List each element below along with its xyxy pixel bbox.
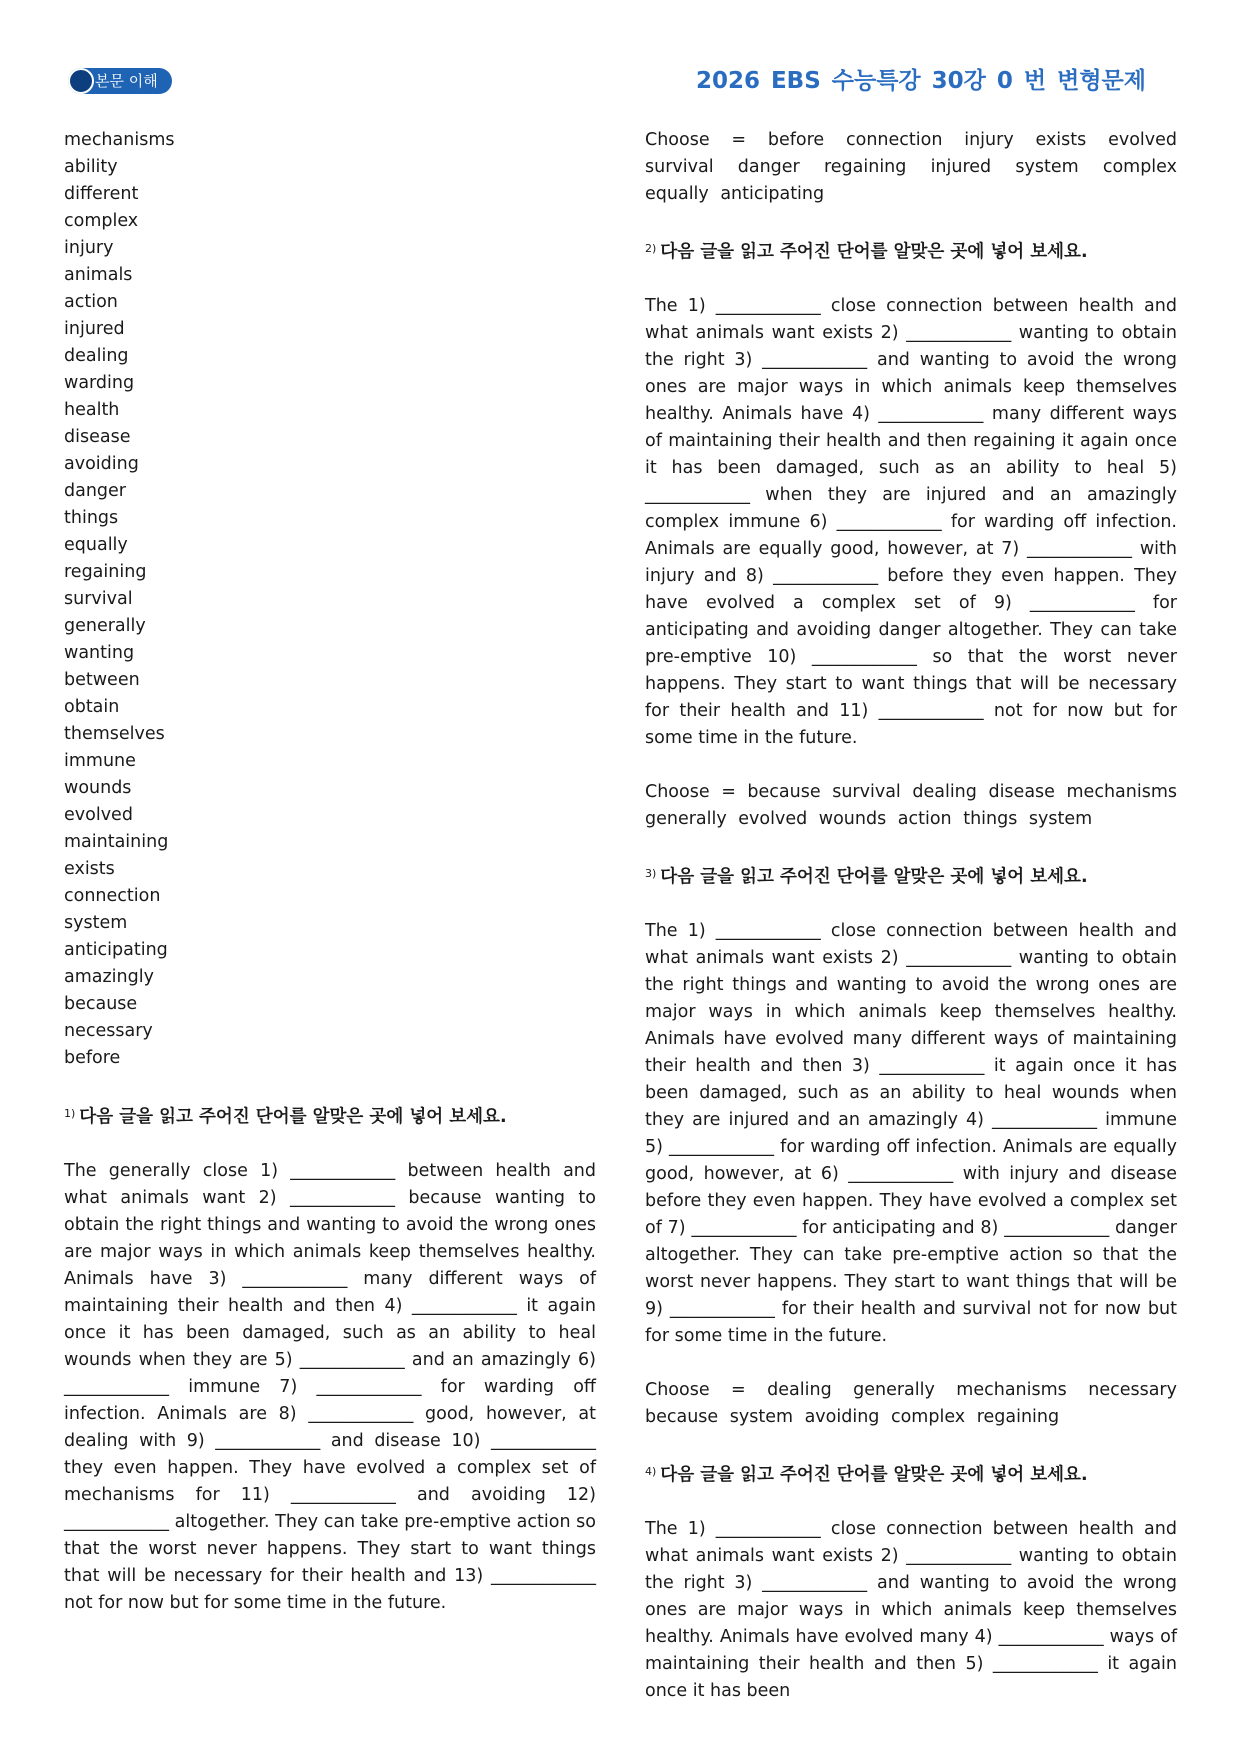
question-1-heading: $^{1)}$ 다음 글을 읽고 주어진 단어를 알맞은 곳에 넣어 보세요.	[64, 1107, 507, 1127]
word-list-item: regaining	[64, 562, 147, 582]
word-list-item: connection	[64, 886, 161, 906]
question-2-passage: The 1) ____________ close connection between health and what animals want exists 2) ____________ wanting to obtain the right 3) ____________ and wanting to avoid the wrong ones are major ways in which animals keep themselves healthy. Animals have 4) ____________ many different ways of maintaining their health and then regaining it again once it has been damaged, such as an ability to heal 5) ____________ when they are injured and an amazingly complex immune 6) ____________ for warding off infection. Animals are equally good, however, at 7) ____________ with injury and 8) ____________ before they even happen. They have evolved a complex set of 9) ____________ for anticipating and avoiding danger altogether. They can take pre-emptive 10) ____________ so that the worst never happens. They start to want things that will be necessary for their health and 11) ____________ not for now but for some time in the future.	[645, 296, 1177, 748]
word-list-item: evolved	[64, 805, 133, 825]
word-list-item: injured	[64, 319, 125, 339]
word-list-item: immune	[64, 751, 136, 771]
question-4-passage: The 1) ____________ close connection between health and what animals want exists 2) ____________ wanting to obtain the right 3) ____________ and wanting to avoid the wrong ones are major ways in which animals keep themselves healthy. Animals have evolved many 4) ____________ ways of maintaining their health and then 5) ____________ it again once it has been	[645, 1519, 1177, 1701]
word-list-item: exists	[64, 859, 115, 879]
section-badge	[68, 68, 172, 94]
word-list-item: health	[64, 400, 120, 420]
word-list-item: obtain	[64, 697, 120, 717]
word-list	[64, 127, 596, 1072]
word-list-item: dealing	[64, 346, 129, 366]
word-list-item: maintaining	[64, 832, 169, 852]
page-title: 2026 EBS 수능특강 30강 0 번 변형문제	[695, 68, 1146, 94]
question-2-heading: $^{2)}$ 다음 글을 읽고 주어진 단어를 알맞은 곳에 넣어 보세요.	[645, 242, 1088, 262]
question-2-choose: Choose = because survival dealing disease mechanisms generally evolved wounds action things system	[645, 782, 1177, 829]
word-list-item: between	[64, 670, 140, 690]
left-column	[64, 127, 596, 1617]
word-list-item: equally	[64, 535, 128, 555]
word-list-item: mechanisms	[64, 130, 175, 150]
question-1-choose: Choose = before connection injury exists evolved survival danger regaining injured system complex equally anticipating	[645, 130, 1177, 204]
word-list-item: complex	[64, 211, 139, 231]
word-list-item: disease	[64, 427, 131, 447]
word-list-item: anticipating	[64, 940, 168, 960]
question-3-choose: Choose = dealing generally mechanisms necessary because system avoiding complex regaining	[645, 1380, 1177, 1427]
word-list-item: wanting	[64, 643, 135, 663]
question-4-heading: $^{4)}$ 다음 글을 읽고 주어진 단어를 알맞은 곳에 넣어 보세요.	[645, 1465, 1088, 1485]
right-column	[645, 127, 1177, 1705]
word-list-item: animals	[64, 265, 133, 285]
word-list-item: danger	[64, 481, 126, 501]
word-list-item: system	[64, 913, 128, 933]
word-list-item: action	[64, 292, 118, 312]
badge-label: 본문 이해	[95, 72, 158, 90]
word-list-item: different	[64, 184, 139, 204]
word-list-item: amazingly	[64, 967, 154, 987]
word-list-item: warding	[64, 373, 135, 393]
word-list-item: necessary	[64, 1021, 153, 1041]
word-list-item: survival	[64, 589, 133, 609]
word-list-item: generally	[64, 616, 146, 636]
word-list-item: themselves	[64, 724, 165, 744]
word-list-item: injury	[64, 238, 114, 258]
question-3-heading: $^{3)}$ 다음 글을 읽고 주어진 단어를 알맞은 곳에 넣어 보세요.	[645, 867, 1088, 887]
question-3-passage: The 1) ____________ close connection between health and what animals want exists 2) ____________ wanting to obtain the right things and wanting to avoid the wrong ones are major ways in which animals keep themselves healthy. Animals have evolved many different ways of maintaining their health and then 3) ____________ it again once it has been damaged, such as an ability to heal wounds when they are injured and an amazingly 4) ____________ immune 5) ____________ for warding off infection. Animals are equally good, however, at 6) ____________ with injury and disease before they even happen. They have evolved a complex set of 7) ____________ for anticipating and 8) ____________ danger altogether. They can take pre-emptive action so that the worst never happens. They start to want things that will be 9) ____________ for their health and survival not for now but for some time in the future.	[645, 921, 1177, 1346]
question-1-passage: The generally close 1) ____________ between health and what animals want 2) ____________ because wanting to obtain the right things and wanting to avoid the wrong ones are major ways in which animals keep themselves healthy. Animals have 3) ____________ many different ways of maintaining their health and then 4) ____________ it again once it has been damaged, such as an ability to heal wounds when they are 5) ____________ and an amazingly 6) ____________ immune 7) ____________ for warding off infection. Animals are 8) ____________ good, however, at dealing with 9) ____________ and disease 10) ____________ they even happen. They have evolved a complex set of mechanisms for 11) ____________ and avoiding 12) ____________ altogether. They can take pre-emptive action so that the worst never happens. They start to want things that will be necessary for their health and 13) ____________ not for now but for some time in the future.	[64, 1161, 596, 1613]
word-list-item: wounds	[64, 778, 132, 798]
badge-circle-icon	[68, 68, 94, 94]
word-list-item: avoiding	[64, 454, 139, 474]
word-list-item: before	[64, 1048, 121, 1068]
word-list-item: ability	[64, 157, 118, 177]
word-list-item: because	[64, 994, 138, 1014]
word-list-item: things	[64, 508, 119, 528]
